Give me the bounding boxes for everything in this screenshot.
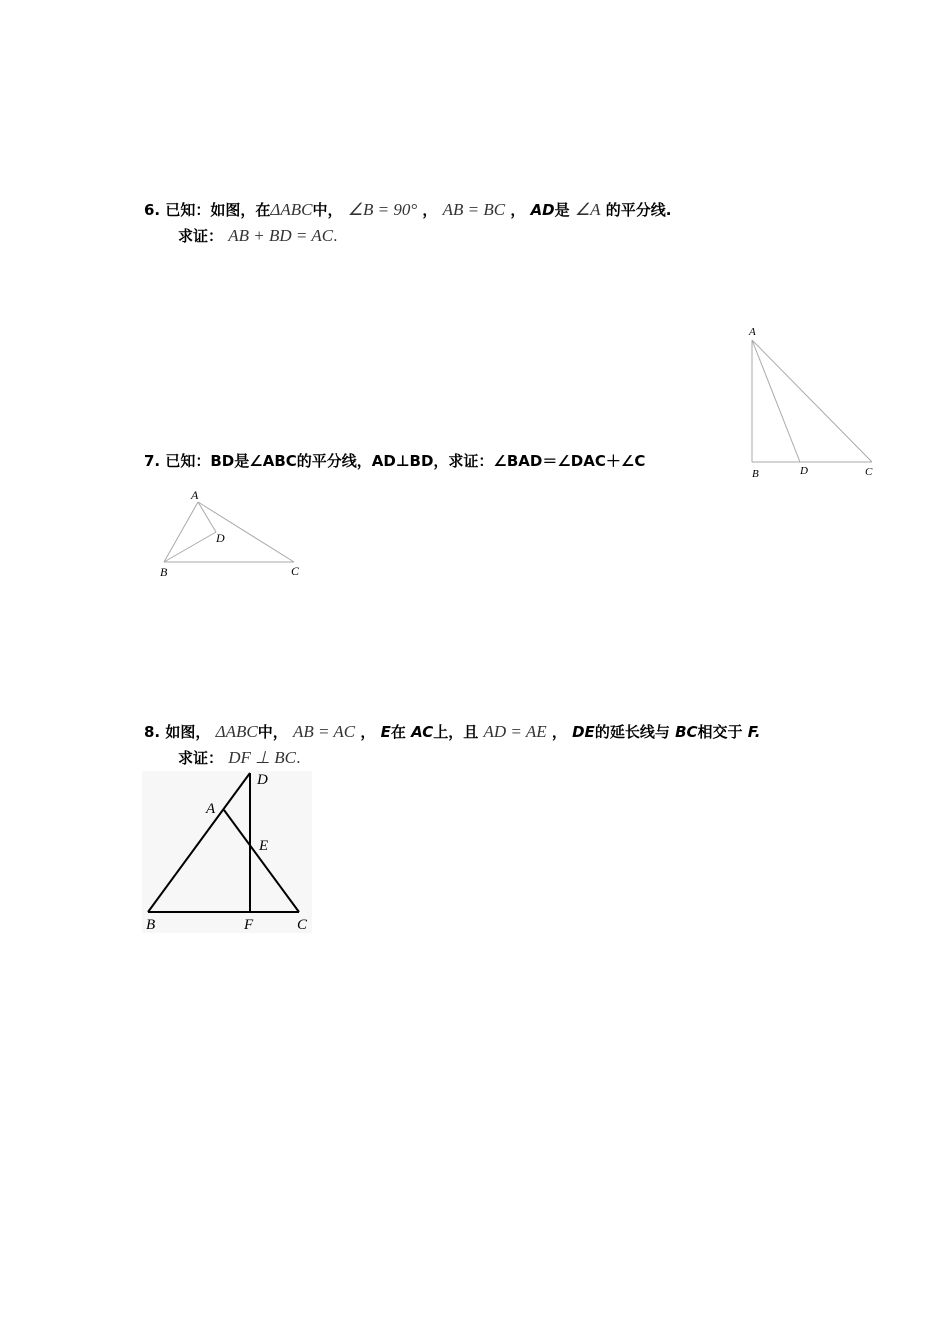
q6-text-4: ，	[510, 201, 526, 219]
q7-text: 已知：BD是∠ABC的平分线，AD⊥BD，求证：∠BAD＝∠DAC＋∠C	[165, 452, 646, 470]
q8-proof-math: DF ⊥ BC	[228, 748, 296, 767]
q7-number: 7.	[144, 452, 161, 470]
q8-text-bc: BC	[675, 723, 698, 741]
q8-proof-label: 求证：	[178, 749, 224, 767]
q8-text-3: ，	[360, 723, 376, 741]
q8-figure	[142, 771, 312, 933]
q6-text-ad: AD	[530, 201, 555, 219]
q6-math-triangle: ΔABC	[270, 200, 313, 219]
q8-statement	[144, 722, 760, 742]
q6-math-angle-a: ∠A	[574, 200, 601, 219]
fig7-label-b: B	[160, 565, 168, 579]
q8-text-8: ，	[551, 723, 567, 741]
q8-proof-end: .	[295, 749, 301, 767]
q6-figure	[740, 322, 885, 487]
q6-proof-end: .	[333, 227, 338, 245]
fig6-label-d: D	[800, 465, 808, 477]
fig7-label-a: A	[191, 488, 199, 502]
q6-number: 6.	[144, 201, 161, 219]
q6-proof-label: 求证：	[178, 227, 224, 245]
fig8-label-e: E	[259, 838, 269, 854]
fig8-label-b: B	[146, 917, 156, 933]
q8-number: 8.	[144, 723, 161, 741]
q6-text-6: 是	[554, 201, 570, 219]
q6-math-angle-b: ∠B = 90°	[347, 200, 418, 219]
q8-text-de: DE	[572, 723, 595, 741]
q8-text-5: 在	[390, 723, 406, 741]
fig7-label-d: D	[216, 531, 225, 545]
q6-text-1: 已知：如图，在	[165, 201, 271, 219]
q8-text-ac: AC	[411, 723, 434, 741]
fig7-label-c: C	[291, 564, 300, 578]
q6-proof	[178, 226, 338, 246]
q8-math-triangle: ΔABC	[215, 722, 258, 741]
fig8-label-d: D	[257, 772, 268, 788]
fig8-label-a: A	[206, 801, 216, 817]
q8-text-1: 如图，	[165, 723, 211, 741]
q6-text-2: 中，	[312, 201, 343, 219]
q7-figure	[152, 484, 312, 584]
q7-statement	[144, 451, 645, 471]
q8-text-e: E	[380, 723, 391, 741]
q6-text-3: ，	[422, 201, 438, 219]
q8-text-7: 上，且	[433, 723, 479, 741]
fig8-label-f: F	[244, 917, 254, 933]
q8-math-equal-sides: AB = AC	[292, 722, 356, 741]
q8-text-12: 相交于	[697, 723, 743, 741]
q8-text-10: 的延长线与	[594, 723, 670, 741]
fig6-label-a: A	[749, 326, 756, 338]
q6-statement	[144, 200, 671, 220]
q6-math-equal-sides: AB = BC	[442, 200, 506, 219]
q8-math-ad-ae: AD = AE	[483, 722, 547, 741]
q8-text-2: 中，	[257, 723, 288, 741]
fig8-label-c: C	[297, 917, 308, 933]
q6-proof-math: AB + BD = AC	[228, 226, 334, 245]
fig6-label-c: C	[865, 466, 873, 478]
q8-text-f: F.	[747, 723, 761, 741]
q6-text-7: 的平分线.	[605, 201, 672, 219]
q8-proof	[178, 748, 301, 768]
fig6-label-b: B	[752, 468, 759, 480]
